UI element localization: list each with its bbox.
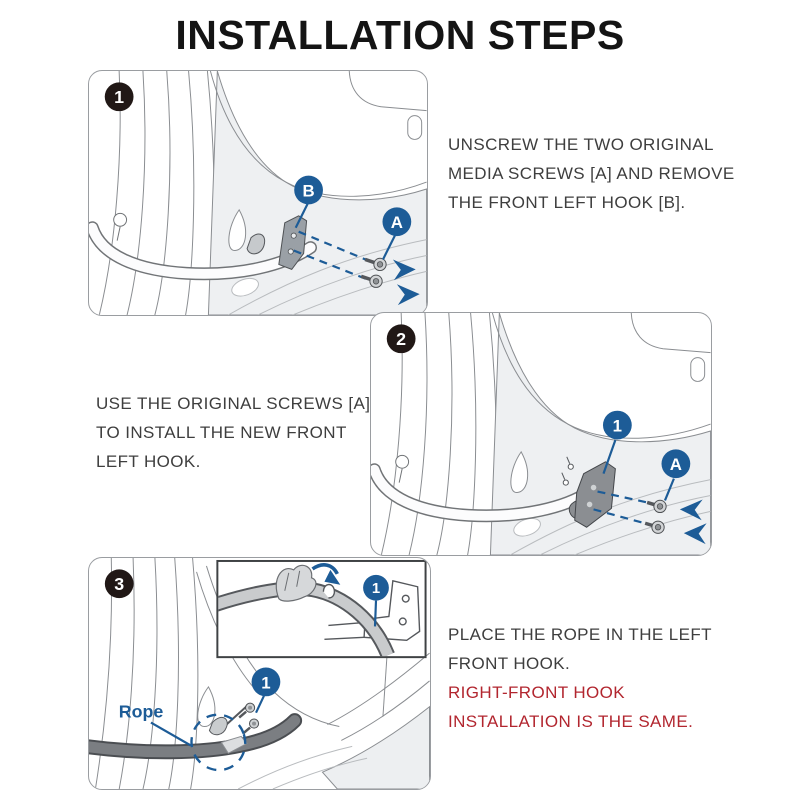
mount-slot-drawing	[198, 687, 215, 727]
step3-illustration	[89, 558, 430, 789]
step2-panel	[370, 312, 712, 556]
step2-badge	[387, 324, 416, 353]
callout-a-label: A	[669, 455, 682, 475]
step1-badge-number: 1	[114, 87, 125, 108]
step2-illustration	[371, 313, 711, 555]
callout-1-label: 1	[612, 416, 623, 436]
callout-a-label: A	[390, 213, 403, 233]
step3-note-line: RIGHT-FRONT HOOK	[448, 683, 626, 702]
callout-1-inset-label: 1	[371, 581, 381, 598]
step2-line: LEFT HOOK.	[96, 452, 201, 471]
callout-1-main-label: 1	[261, 673, 271, 693]
rope-label-text: Rope	[118, 701, 164, 722]
step3-line: PLACE THE ROPE IN THE LEFT	[448, 625, 712, 644]
step2-badge-number: 2	[396, 329, 407, 350]
step1-badge	[105, 82, 134, 111]
step2-line: TO INSTALL THE NEW FRONT	[96, 423, 347, 442]
step1-illustration	[89, 71, 427, 315]
inset-detail	[215, 561, 425, 657]
step3-badge-number: 3	[114, 574, 125, 595]
step2-instruction	[96, 389, 370, 476]
step3-panel	[88, 557, 431, 790]
step1-line: UNSCREW THE TWO ORIGINAL	[448, 135, 714, 154]
step1-panel	[88, 70, 428, 316]
step1-instruction	[448, 130, 735, 217]
step2-line: USE THE ORIGINAL SCREWS [A]	[96, 394, 371, 413]
rope-label	[119, 702, 191, 746]
page-title: INSTALLATION STEPS	[175, 12, 625, 58]
cab-corner-drawing	[631, 313, 710, 381]
cab-corner-drawing	[349, 71, 426, 139]
step3-line: FRONT HOOK.	[448, 654, 571, 673]
step1-line: THE FRONT LEFT HOOK [B].	[448, 193, 686, 212]
step3-badge	[105, 569, 134, 598]
step3-instruction	[448, 620, 712, 736]
rope-drawing	[89, 721, 295, 752]
callout-1-main	[252, 668, 281, 713]
step1-line: MEDIA SCREWS [A] AND REMOVE	[448, 164, 735, 183]
step3-note-line: INSTALLATION IS THE SAME.	[448, 712, 694, 731]
callout-b-label: B	[302, 181, 315, 201]
